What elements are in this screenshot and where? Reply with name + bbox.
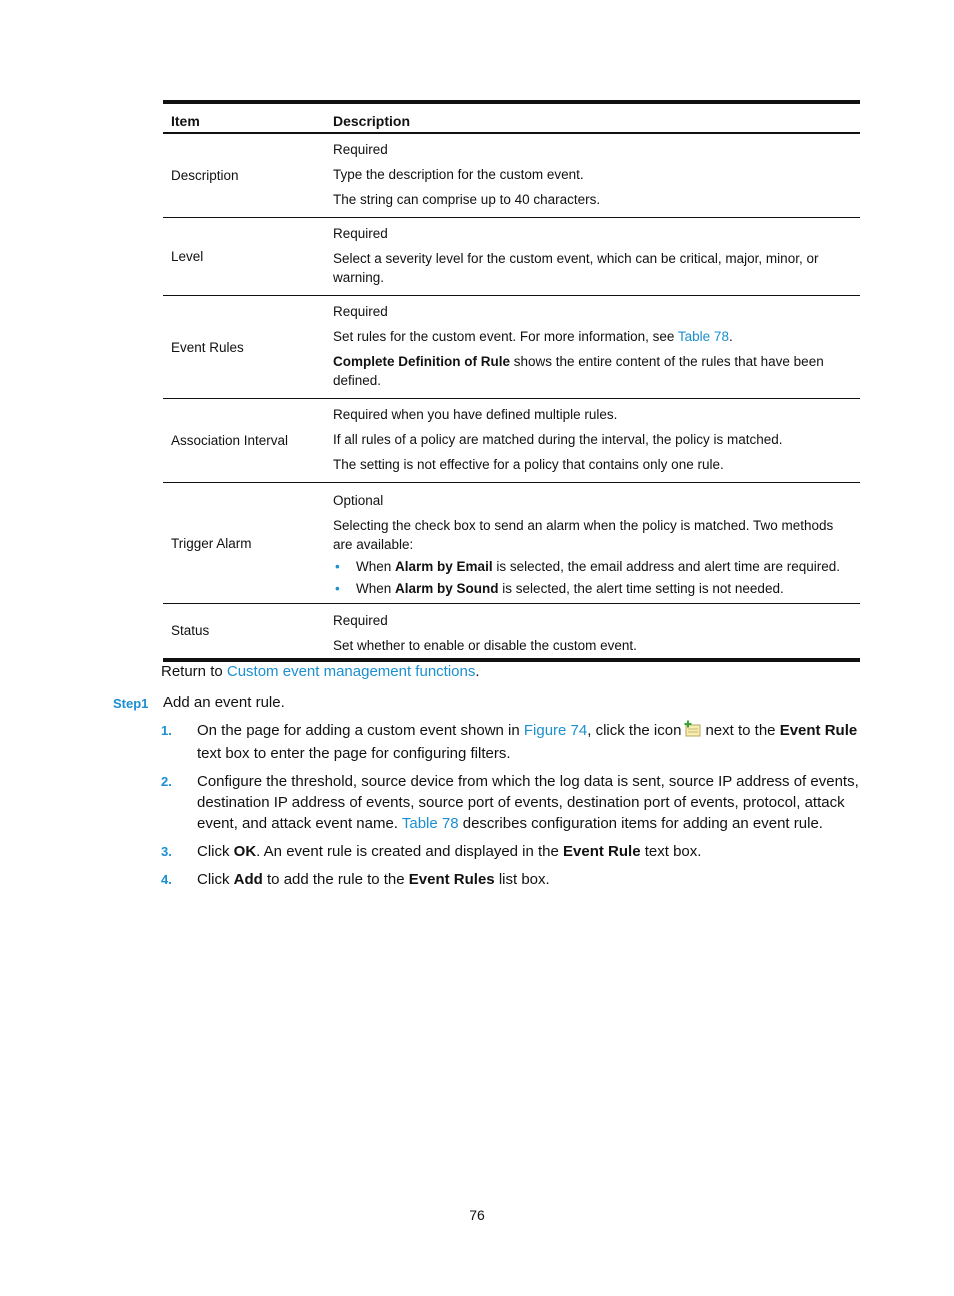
desc-para: The setting is not effective for a policy that contains only one rule.	[333, 457, 724, 472]
step-title: Add an event rule.	[163, 694, 285, 711]
table-header-row	[163, 102, 860, 133]
table-78-link[interactable]: Table 78	[401, 815, 459, 832]
text-segment: Click	[197, 843, 234, 860]
text-segment: Click	[197, 871, 234, 888]
text-segment: On the page for adding a custom event shown in	[197, 722, 524, 739]
text-segment: When	[356, 558, 396, 574]
text-segment: When	[356, 580, 396, 596]
desc-para: The string can comprise up to 40 characters.	[333, 192, 601, 207]
desc-para: Required	[333, 226, 388, 241]
text-segment: Return to	[161, 663, 227, 680]
text-segment: text box to enter the page for configuring filters.	[197, 745, 511, 762]
step-number: 2.	[161, 774, 172, 789]
row-description	[324, 296, 860, 399]
row-description	[324, 483, 860, 604]
desc-para: Required	[333, 612, 388, 628]
table-row	[163, 483, 860, 604]
bold-term: Alarm by Sound	[395, 580, 499, 596]
add-filter-icon	[684, 720, 702, 743]
text-segment: shows the entire content of the rules that have been defined.	[333, 354, 824, 388]
table-row	[163, 133, 860, 218]
desc-para: Select a severity level for the custom event, which can be critical, major, minor, or warning.	[333, 251, 819, 285]
desc-para: Type the description for the custom event.	[333, 167, 584, 182]
text-segment: Configure the threshold, source device from which the log data is sent, source IP address of events, destination IP address of events, source port of events, destination port of events, protocol, attack event, and attack event name.	[197, 773, 859, 832]
text-segment: Set rules for the custom event. For more information, see	[333, 329, 678, 344]
bold-term: Event Rule	[563, 843, 641, 860]
table-row	[163, 604, 860, 660]
text-segment: .	[728, 329, 733, 344]
bold-term: Alarm by Email	[395, 558, 493, 574]
text-segment: describes configuration items for adding an event rule.	[458, 815, 823, 832]
step-number: 3.	[161, 844, 172, 859]
row-item-label: Description	[163, 133, 324, 218]
row-item-label: Event Rules	[163, 296, 324, 399]
desc-para: Selecting the check box to send an alarm when the policy is matched. Two methods are available:	[333, 517, 834, 552]
bold-term: Event Rules	[408, 871, 495, 888]
row-description	[324, 604, 860, 660]
list-item	[333, 557, 856, 576]
text-segment: . An event rule is created and displayed in the	[256, 843, 564, 860]
desc-para	[333, 327, 856, 346]
desc-para: Required	[333, 142, 388, 157]
list-item	[161, 771, 865, 834]
text-segment: text box.	[640, 843, 702, 860]
bullet-icon: •	[335, 580, 340, 596]
text-segment: list box.	[494, 871, 550, 888]
desc-para: Required	[333, 304, 388, 319]
figure-74-link[interactable]: Figure 74	[523, 722, 588, 739]
desc-para	[333, 352, 856, 390]
row-description	[324, 399, 860, 483]
table-row	[163, 296, 860, 399]
step-label: Step1	[113, 696, 149, 711]
bullet-icon: •	[335, 558, 340, 574]
return-line	[161, 662, 480, 682]
parameter-table	[163, 100, 860, 662]
table-row	[163, 399, 860, 483]
text-segment: is selected, the alert time setting is not needed.	[498, 580, 784, 596]
bold-term: OK	[233, 843, 257, 860]
table-row	[163, 218, 860, 296]
list-item	[161, 841, 865, 862]
header-description: Description	[324, 102, 860, 133]
step-number: 1.	[161, 723, 172, 738]
desc-para: If all rules of a policy are matched during the interval, the policy is matched.	[333, 432, 783, 447]
row-description	[324, 133, 860, 218]
row-description	[324, 218, 860, 296]
header-item: Item	[163, 102, 324, 133]
list-item	[161, 720, 865, 764]
text-segment: is selected, the email address and alert time are required.	[492, 558, 841, 574]
desc-para: Set whether to enable or disable the custom event.	[333, 637, 637, 653]
bold-term: Complete Definition of Rule	[333, 354, 510, 369]
bold-term: Add	[233, 871, 263, 888]
row-item-label: Association Interval	[163, 399, 324, 483]
table-78-link[interactable]: Table 78	[677, 329, 729, 344]
bullet-list	[333, 557, 856, 598]
custom-event-management-link[interactable]: Custom event management functions	[226, 663, 476, 680]
desc-para: Required when you have defined multiple rules.	[333, 407, 618, 422]
list-item	[333, 579, 856, 598]
bold-term: Event Rule	[779, 722, 858, 739]
row-item-label: Status	[163, 604, 324, 660]
desc-para: Optional	[333, 492, 384, 508]
page-number: 76	[469, 1207, 485, 1223]
step-number: 4.	[161, 872, 172, 887]
text-segment: to add the rule to the	[262, 871, 409, 888]
substep-list	[161, 720, 865, 897]
list-item	[161, 869, 865, 890]
text-segment: , click the icon	[587, 722, 682, 739]
row-item-label: Trigger Alarm	[163, 483, 324, 604]
row-item-label: Level	[163, 218, 324, 296]
text-segment: next to the	[705, 722, 780, 739]
text-segment: .	[475, 663, 480, 680]
